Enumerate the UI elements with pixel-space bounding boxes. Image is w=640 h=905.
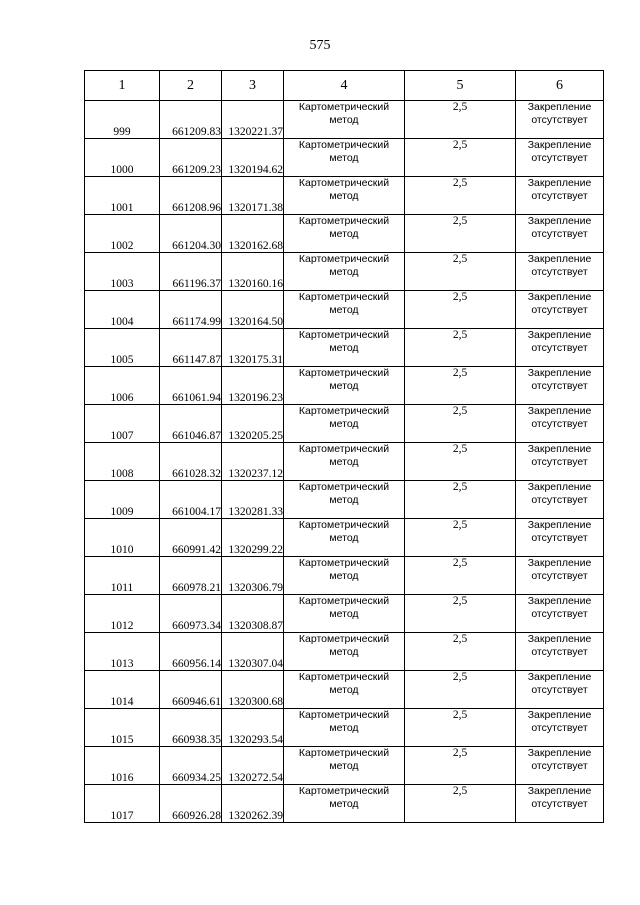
method-line-1: Картометрический (298, 367, 390, 379)
method-line-1: Картометрический (298, 329, 390, 341)
method-line-2: метод (329, 608, 359, 620)
table-row (85, 139, 604, 177)
method-cell (284, 139, 405, 177)
accuracy-cell: 2,5 (405, 329, 516, 367)
table-row (85, 747, 604, 785)
accuracy-cell: 2,5 (405, 633, 516, 671)
point-number-cell: 1000 (85, 139, 160, 177)
fixing-line-1: Закрепление (527, 291, 592, 303)
x-coordinate-cell: 661209.23 (160, 139, 222, 177)
method-line-1: Картометрический (298, 139, 390, 151)
x-coordinate-cell: 661147.87 (160, 329, 222, 367)
accuracy-cell: 2,5 (405, 443, 516, 481)
point-number-cell: 1010 (85, 519, 160, 557)
method-line-1: Картометрический (298, 785, 390, 797)
x-coordinate-cell: 660978.21 (160, 557, 222, 595)
point-number-cell: 1006 (85, 367, 160, 405)
method-line-1: Картометрический (298, 671, 390, 683)
method-cell (284, 177, 405, 215)
method-line-2: метод (329, 456, 359, 468)
method-line-2: метод (329, 532, 359, 544)
method-line-2: метод (329, 304, 359, 316)
method-line-2: метод (329, 798, 359, 810)
fixing-line-2: отсутствует (531, 342, 588, 354)
fixing-cell (516, 443, 604, 481)
x-coordinate-cell: 661196.37 (160, 253, 222, 291)
method-cell (284, 253, 405, 291)
accuracy-cell: 2,5 (405, 595, 516, 633)
accuracy-cell: 2,5 (405, 481, 516, 519)
x-coordinate-cell: 660946.61 (160, 671, 222, 709)
table-row (85, 329, 604, 367)
fixing-line-2: отсутствует (531, 722, 588, 734)
method-cell (284, 101, 405, 139)
x-coordinate-cell: 661204.30 (160, 215, 222, 253)
accuracy-cell: 2,5 (405, 785, 516, 823)
method-cell (284, 481, 405, 519)
point-number-cell: 999 (85, 101, 160, 139)
y-coordinate-cell: 1320194.62 (222, 139, 284, 177)
method-line-2: метод (329, 418, 359, 430)
fixing-line-2: отсутствует (531, 304, 588, 316)
fixing-line-2: отсутствует (531, 380, 588, 392)
y-coordinate-cell: 1320160.16 (222, 253, 284, 291)
method-cell (284, 329, 405, 367)
y-coordinate-cell: 1320175.31 (222, 329, 284, 367)
method-line-2: метод (329, 266, 359, 278)
accuracy-cell: 2,5 (405, 367, 516, 405)
fixing-line-1: Закрепление (527, 101, 592, 113)
accuracy-cell: 2,5 (405, 747, 516, 785)
fixing-cell (516, 595, 604, 633)
method-cell (284, 367, 405, 405)
x-coordinate-cell: 661174.99 (160, 291, 222, 329)
method-line-1: Картометрический (298, 253, 390, 265)
method-line-1: Картометрический (298, 177, 390, 189)
method-line-2: метод (329, 570, 359, 582)
method-line-2: метод (329, 760, 359, 772)
fixing-line-1: Закрепление (527, 633, 592, 645)
y-coordinate-cell: 1320162.68 (222, 215, 284, 253)
table-row (85, 557, 604, 595)
fixing-line-2: отсутствует (531, 798, 588, 810)
fixing-cell (516, 329, 604, 367)
method-line-2: метод (329, 494, 359, 506)
table-row (85, 291, 604, 329)
point-number-cell: 1009 (85, 481, 160, 519)
point-number-cell: 1003 (85, 253, 160, 291)
y-coordinate-cell: 1320262.39 (222, 785, 284, 823)
table-row (85, 633, 604, 671)
fixing-cell (516, 671, 604, 709)
accuracy-cell: 2,5 (405, 519, 516, 557)
fixing-line-2: отсутствует (531, 684, 588, 696)
table-body (85, 101, 604, 823)
fixing-line-1: Закрепление (527, 747, 592, 759)
method-line-2: метод (329, 190, 359, 202)
y-coordinate-cell: 1320307.04 (222, 633, 284, 671)
x-coordinate-cell: 661004.17 (160, 481, 222, 519)
point-number-cell: 1011 (85, 557, 160, 595)
fixing-line-2: отсутствует (531, 228, 588, 240)
method-cell (284, 671, 405, 709)
fixing-cell (516, 367, 604, 405)
point-number-cell: 1007 (85, 405, 160, 443)
method-cell (284, 443, 405, 481)
method-line-2: метод (329, 342, 359, 354)
table-row (85, 519, 604, 557)
accuracy-cell: 2,5 (405, 709, 516, 747)
table-row (85, 481, 604, 519)
table-row (85, 405, 604, 443)
fixing-line-2: отсутствует (531, 570, 588, 582)
accuracy-cell: 2,5 (405, 405, 516, 443)
header-cell-6: 6 (516, 71, 604, 101)
header-cell-5: 5 (405, 71, 516, 101)
method-line-1: Картометрический (298, 633, 390, 645)
table-row (85, 671, 604, 709)
y-coordinate-cell: 1320272.54 (222, 747, 284, 785)
x-coordinate-cell: 660934.25 (160, 747, 222, 785)
fixing-line-1: Закрепление (527, 519, 592, 531)
x-coordinate-cell: 660926.28 (160, 785, 222, 823)
fixing-line-1: Закрепление (527, 329, 592, 341)
x-coordinate-cell: 660973.34 (160, 595, 222, 633)
y-coordinate-cell: 1320300.68 (222, 671, 284, 709)
point-number-cell: 1017 (85, 785, 160, 823)
method-line-2: метод (329, 228, 359, 240)
fixing-cell (516, 709, 604, 747)
fixing-cell (516, 139, 604, 177)
x-coordinate-cell: 661028.32 (160, 443, 222, 481)
fixing-line-1: Закрепление (527, 367, 592, 379)
y-coordinate-cell: 1320196.23 (222, 367, 284, 405)
header-cell-3: 3 (222, 71, 284, 101)
method-line-1: Картометрический (298, 101, 390, 113)
table-row (85, 101, 604, 139)
y-coordinate-cell: 1320171.38 (222, 177, 284, 215)
method-line-1: Картометрический (298, 557, 390, 569)
fixing-cell (516, 481, 604, 519)
fixing-line-2: отсутствует (531, 608, 588, 620)
fixing-line-1: Закрепление (527, 177, 592, 189)
fixing-cell (516, 519, 604, 557)
x-coordinate-cell: 660956.14 (160, 633, 222, 671)
method-line-1: Картометрический (298, 595, 390, 607)
method-cell (284, 785, 405, 823)
point-number-cell: 1014 (85, 671, 160, 709)
y-coordinate-cell: 1320308.87 (222, 595, 284, 633)
fixing-cell (516, 747, 604, 785)
method-line-2: метод (329, 114, 359, 126)
fixing-line-2: отсутствует (531, 190, 588, 202)
fixing-line-2: отсутствует (531, 418, 588, 430)
method-cell (284, 557, 405, 595)
x-coordinate-cell: 660991.42 (160, 519, 222, 557)
x-coordinate-cell: 661061.94 (160, 367, 222, 405)
method-cell (284, 519, 405, 557)
method-line-1: Картометрический (298, 481, 390, 493)
fixing-line-1: Закрепление (527, 557, 592, 569)
fixing-line-1: Закрепление (527, 595, 592, 607)
x-coordinate-cell: 661046.87 (160, 405, 222, 443)
method-line-1: Картометрический (298, 443, 390, 455)
table-row (85, 443, 604, 481)
y-coordinate-cell: 1320237.12 (222, 443, 284, 481)
y-coordinate-cell: 1320205.25 (222, 405, 284, 443)
fixing-line-1: Закрепление (527, 253, 592, 265)
table-row (85, 709, 604, 747)
fixing-cell (516, 785, 604, 823)
fixing-line-2: отсутствует (531, 646, 588, 658)
method-cell (284, 291, 405, 329)
table-row (85, 215, 604, 253)
y-coordinate-cell: 1320281.33 (222, 481, 284, 519)
fixing-cell (516, 405, 604, 443)
header-cell-1: 1 (85, 71, 160, 101)
fixing-line-2: отсутствует (531, 266, 588, 278)
table-row (85, 177, 604, 215)
fixing-cell (516, 291, 604, 329)
method-line-1: Картометрический (298, 291, 390, 303)
table-header (85, 71, 604, 101)
fixing-line-2: отсутствует (531, 760, 588, 772)
method-cell (284, 747, 405, 785)
method-cell (284, 215, 405, 253)
point-number-cell: 1004 (85, 291, 160, 329)
accuracy-cell: 2,5 (405, 177, 516, 215)
fixing-line-1: Закрепление (527, 709, 592, 721)
method-line-1: Картометрический (298, 215, 390, 227)
accuracy-cell: 2,5 (405, 215, 516, 253)
fixing-line-2: отсутствует (531, 532, 588, 544)
table-row (85, 785, 604, 823)
fixing-cell (516, 253, 604, 291)
method-cell (284, 633, 405, 671)
header-cell-4: 4 (284, 71, 405, 101)
fixing-line-1: Закрепление (527, 671, 592, 683)
accuracy-cell: 2,5 (405, 101, 516, 139)
fixing-line-1: Закрепление (527, 443, 592, 455)
y-coordinate-cell: 1320221.37 (222, 101, 284, 139)
header-row (85, 71, 604, 101)
method-line-1: Картометрический (298, 519, 390, 531)
table-row (85, 595, 604, 633)
header-cell-2: 2 (160, 71, 222, 101)
accuracy-cell: 2,5 (405, 253, 516, 291)
accuracy-cell: 2,5 (405, 557, 516, 595)
fixing-line-2: отсутствует (531, 494, 588, 506)
method-line-2: метод (329, 152, 359, 164)
fixing-line-1: Закрепление (527, 785, 592, 797)
x-coordinate-cell: 661209.83 (160, 101, 222, 139)
fixing-cell (516, 557, 604, 595)
fixing-cell (516, 177, 604, 215)
fixing-cell (516, 101, 604, 139)
point-number-cell: 1016 (85, 747, 160, 785)
point-number-cell: 1002 (85, 215, 160, 253)
accuracy-cell: 2,5 (405, 139, 516, 177)
method-line-2: метод (329, 380, 359, 392)
coordinates-table (84, 70, 604, 823)
fixing-line-1: Закрепление (527, 139, 592, 151)
table-row (85, 367, 604, 405)
point-number-cell: 1005 (85, 329, 160, 367)
point-number-cell: 1015 (85, 709, 160, 747)
fixing-line-1: Закрепление (527, 405, 592, 417)
y-coordinate-cell: 1320293.54 (222, 709, 284, 747)
point-number-cell: 1008 (85, 443, 160, 481)
accuracy-cell: 2,5 (405, 291, 516, 329)
method-cell (284, 709, 405, 747)
method-line-1: Картометрический (298, 747, 390, 759)
point-number-cell: 1012 (85, 595, 160, 633)
method-cell (284, 405, 405, 443)
method-line-2: метод (329, 646, 359, 658)
method-line-2: метод (329, 684, 359, 696)
fixing-line-2: отсутствует (531, 114, 588, 126)
x-coordinate-cell: 660938.35 (160, 709, 222, 747)
page-number: 575 (309, 38, 331, 53)
method-line-2: метод (329, 722, 359, 734)
fixing-line-1: Закрепление (527, 481, 592, 493)
fixing-cell (516, 633, 604, 671)
point-number-cell: 1013 (85, 633, 160, 671)
method-cell (284, 595, 405, 633)
y-coordinate-cell: 1320164.50 (222, 291, 284, 329)
fixing-line-2: отсутствует (531, 456, 588, 468)
fixing-line-2: отсутствует (531, 152, 588, 164)
table-row (85, 253, 604, 291)
x-coordinate-cell: 661208.96 (160, 177, 222, 215)
y-coordinate-cell: 1320299.22 (222, 519, 284, 557)
method-line-1: Картометрический (298, 405, 390, 417)
point-number-cell: 1001 (85, 177, 160, 215)
accuracy-cell: 2,5 (405, 671, 516, 709)
fixing-line-1: Закрепление (527, 215, 592, 227)
fixing-cell (516, 215, 604, 253)
y-coordinate-cell: 1320306.79 (222, 557, 284, 595)
method-line-1: Картометрический (298, 709, 390, 721)
